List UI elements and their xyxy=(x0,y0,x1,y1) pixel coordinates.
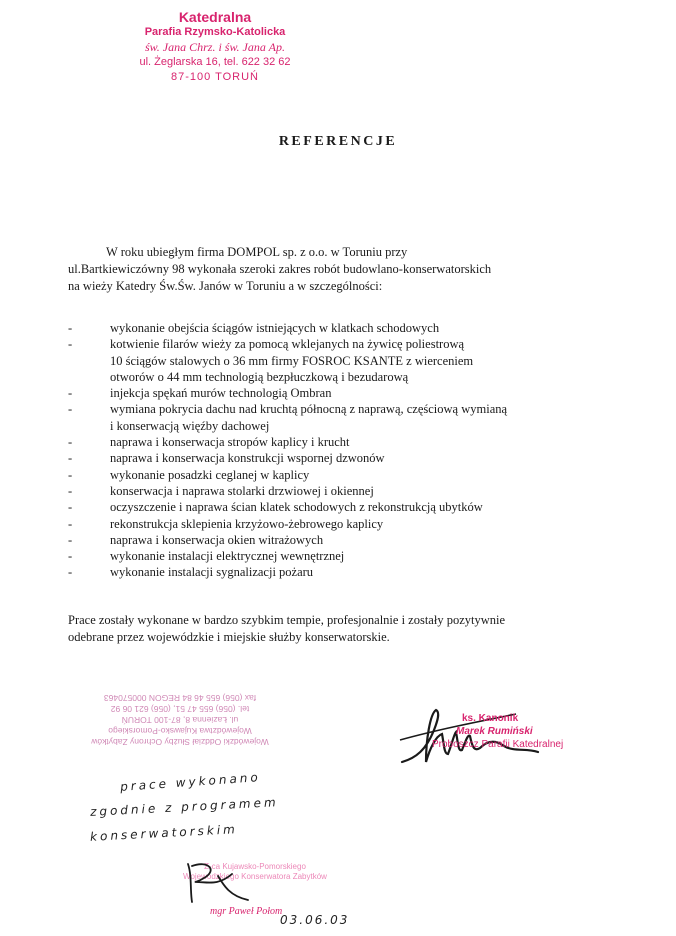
parish-name: Katedralna xyxy=(178,9,252,25)
stamp-line: Wojewódzkiego Konserwatora Zabytków xyxy=(183,872,327,881)
list-item xyxy=(68,516,628,532)
list-dash: - xyxy=(68,402,73,417)
intro-paragraph xyxy=(68,244,588,295)
parish-city: 87-100 TORUŃ xyxy=(170,71,260,83)
official-name: mgr Paweł Połom xyxy=(210,906,283,917)
list-item-text: wymiana pokrycia dachu nad kruchtą północną z naprawą, częściową wymianą xyxy=(110,402,508,417)
list-item-text: wykonanie obejścia ściągów istniejących w klatkach schodowych xyxy=(110,321,440,335)
parish-type: Parafia Rzymsko-Katolicka xyxy=(144,26,286,38)
list-item-continuation: i konserwacją więźby dachowej xyxy=(110,418,270,433)
handwritten-note-line-1: prace wykonano xyxy=(119,770,262,794)
parish-stamp xyxy=(0,10,430,85)
list-item-text: wykonanie instalacji elektrycznej wewnętrznej xyxy=(110,549,345,564)
list-dash: - xyxy=(68,435,73,450)
signer-name: Marek Rumiński xyxy=(456,726,533,737)
stamp-line: Z-ca Kujawsko-Pomorskiego xyxy=(204,862,306,871)
list-item xyxy=(68,385,628,401)
closing-line-2: odebrane przez wojewódzkie i miejskie służby konserwatorskie. xyxy=(68,630,390,644)
stamp-line: ul. Łaziennа 8, 87-100 TORUŃ xyxy=(121,715,239,725)
stamp-line: tel. (056) 655 47 51, (056) 621 06 92 xyxy=(110,704,250,714)
list-item-text: naprawa i konserwacja konstrukcji wspornej dzwonów xyxy=(110,451,385,466)
closing-line-1: Prace zostały wykonane w bardzo szybkim tempie, profesjonalnie i zostały pozytywnie xyxy=(68,613,506,627)
handwritten-note-line-2: zgodnie z programem xyxy=(89,795,279,819)
list-item xyxy=(68,401,628,434)
stamp-line: Wojewódzki Oddział Służby Ochrony Zabytków xyxy=(91,737,269,747)
list-dash: - xyxy=(68,451,73,466)
signer-role: Proboszcz Parafii Katedralnej xyxy=(432,739,564,750)
list-dash: - xyxy=(68,337,73,352)
list-item-continuation: 10 ściągów stalowych o 36 mm firmy FOSROC KSANTE z wierceniem xyxy=(110,353,474,368)
list-dash: - xyxy=(68,565,73,580)
list-dash: - xyxy=(68,549,73,564)
list-item-text: wykonanie instalacji sygnalizacji pożaru xyxy=(110,565,314,580)
list-item-text: oczyszczenie i naprawa ścian klatek schodowych z rekonstrukcją ubytków xyxy=(110,500,483,515)
list-item xyxy=(68,450,628,466)
list-dash: - xyxy=(68,500,73,515)
intro-line-3: na wieży Katedry Św.Św. Janów w Toruniu a w szczególności: xyxy=(68,279,383,293)
intro-line-2: ul.Bartkiewiczówny 98 wykonała szeroki zakres robót budowlano-konserwatorskich xyxy=(68,262,492,276)
list-dash: - xyxy=(68,467,73,482)
list-item xyxy=(68,336,628,385)
list-item-text: kotwienie filarów wieży za pomocą wklejanych na żywicę poliestrową xyxy=(110,337,465,352)
parish-patrons: św. Jana Chrz. i św. Jana Ap. xyxy=(144,40,285,54)
intro-line-1: W roku ubiegłym firma DOMPOL sp. z o.o. w Toruniu przy xyxy=(106,245,408,259)
list-item-text: konserwacja i naprawa stolarki drzwiowej i okiennej xyxy=(110,483,374,498)
list-item-text: wykonanie posadzki ceglanej w kaplicy xyxy=(110,467,310,482)
list-item-text: naprawa i konserwacja stropów kaplicy i krucht xyxy=(110,435,350,450)
document-title: REFERENCJE xyxy=(278,134,398,149)
conservator-signature xyxy=(178,856,258,906)
closing-paragraph xyxy=(68,612,628,646)
list-item-text: rekonstrukcja sklepienia krzyżowo-żebrowego kaplicy xyxy=(110,516,384,531)
handwritten-date: 03.06.03 xyxy=(280,913,350,927)
list-item xyxy=(68,499,628,515)
list-item-text: injekcja spękań murów technologią Ombran xyxy=(110,386,332,401)
signer-title: ks. Kanonik xyxy=(462,713,519,724)
list-dash: - xyxy=(68,532,73,547)
works-list xyxy=(68,320,628,581)
list-dash: - xyxy=(68,483,73,498)
handwritten-note-line-3: konserwatorskim xyxy=(89,822,239,844)
stamp-line: Województwa Kujawsko-Pomorskiego xyxy=(108,726,252,736)
list-item xyxy=(68,434,628,450)
list-dash: - xyxy=(68,386,73,401)
list-dash: - xyxy=(68,321,73,335)
stamp-line: fax (056) 655 46 84 REGON 000570463 xyxy=(103,693,257,703)
signature-block xyxy=(430,712,650,751)
list-item xyxy=(68,548,628,564)
list-item-text: naprawa i konserwacja okien witrażowych xyxy=(110,532,324,547)
conservator-office-stamp xyxy=(40,692,320,747)
list-dash: - xyxy=(68,516,73,531)
list-item-continuation: otworów o 44 mm technologią bezpłuczkową i bezudarową xyxy=(110,369,409,384)
parish-address: ul. Żeglarska 16, tel. 622 32 62 xyxy=(139,56,291,68)
list-item xyxy=(68,564,628,580)
list-item xyxy=(68,483,628,499)
list-item xyxy=(68,467,628,483)
list-item xyxy=(68,320,628,336)
list-item xyxy=(68,532,628,548)
